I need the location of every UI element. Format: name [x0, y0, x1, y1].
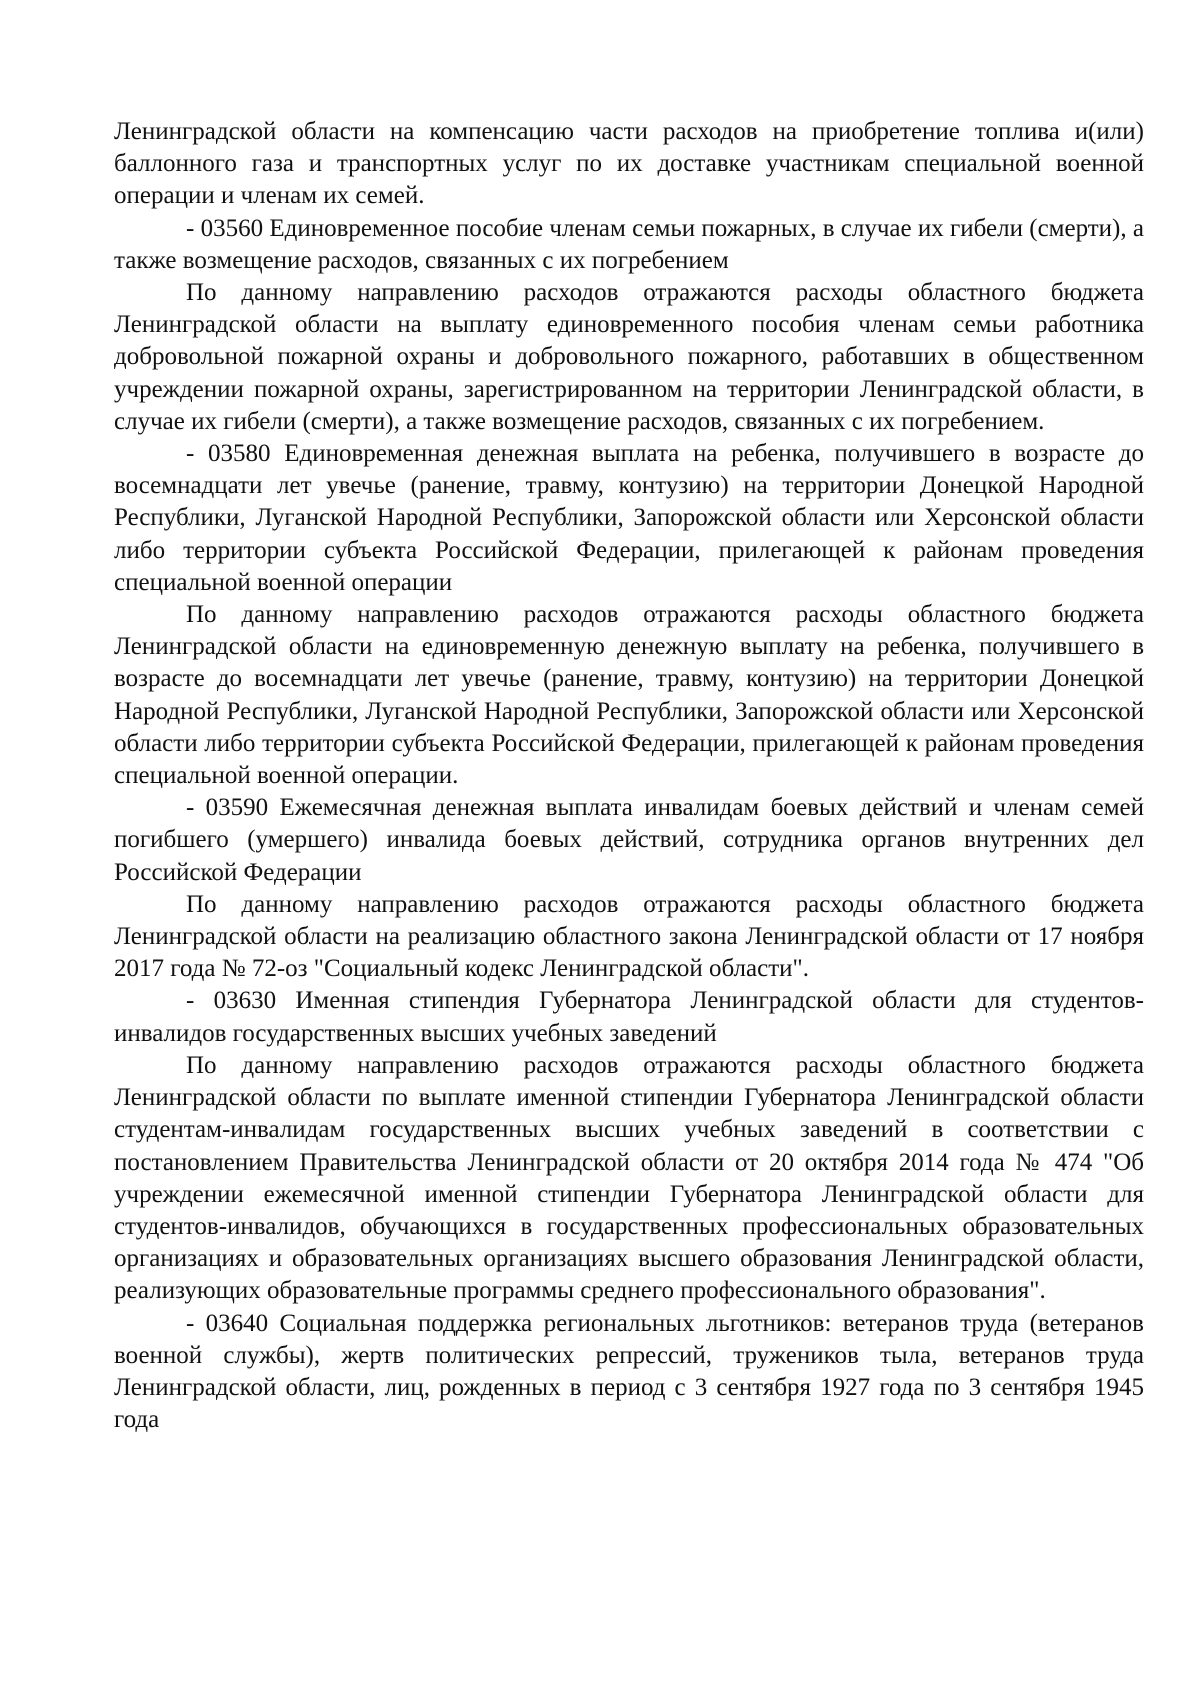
heading-03590: - 03590 Ежемесячная денежная выплата инвалидам боевых действий и членам семей погибшего (умершего) инвалида боевых действий, сотрудника органов внутренних дел Российской Федерации [114, 794, 1144, 886]
heading-03580: - 03580 Единовременная денежная выплата на ребенка, получившего в возрасте до восемнадцати лет увечье (ранение, травму, контузию) на территории Донецкой Народной Республики, Луганской Народной Республики, Запорожской области или Херсонской области либо территории субъекта Российской Федерации, прилегающей к районам проведения специальной военной операции [114, 440, 1144, 596]
paragraph-03590-description: По данному направлению расходов отражаются расходы областного бюджета Ленинградской области на реализацию областного закона Ленинградской области от 17 ноября 2017 года № 72-оз "Социальный кодекс Ленинградской области". [114, 890, 1144, 983]
paragraph-03580-description: По данному направлению расходов отражаются расходы областного бюджета Ленинградской области на единовременную денежную выплату на ребенка, получившего в возрасте до восемнадцати лет увечье (ранение, травму, контузию) на территории Донецкой Народной Республики, Луганской Народной Республики, Запорожской области или Херсонской области либо территории субъекта Российской Федерации, прилегающей к районам проведения специальной военной операции. [114, 601, 1144, 790]
paragraph-continuation: Ленинградской области на компенсацию части расходов на приобретение топлива и(или) баллонного газа и транспортных услуг по их доставке участникам специальной военной операции и членам их семей. [114, 118, 1144, 210]
heading-03560: - 03560 Единовременное пособие членам семьи пожарных, в случае их гибели (смерти), а также возмещение расходов, связанных с их погребением [114, 214, 1144, 274]
heading-03640: - 03640 Социальная поддержка региональных льготников: ветеранов труда (ветеранов военной службы), жертв политических репрессий, тружеников тыла, ветеранов труда Ленинградской области, лиц, рожденных в период с 3 сентября 1927 года по 3 сентября 1945 года [114, 1309, 1144, 1434]
paragraph-03560-description: По данному направлению расходов отражаются расходы областного бюджета Ленинградской области на выплату единовременного пособия членам семьи работника добровольной пожарной охраны и добровольного пожарного, работавших в общественном учреждении пожарной охраны, зарегистрированном на территории Ленинградской области, в случае их гибели (смерти), а также возмещение расходов, связанных с их погребением. [114, 279, 1144, 435]
paragraph-03630-description: По данному направлению расходов отражаются расходы областного бюджета Ленинградской области по выплате именной стипендии Губернатора Ленинградской области студентам-инвалидам государственных высших учебных заведений в соответствии с постановлением Правительства Ленинградской области от 20 октября 2014 года № 474 "Об учреждении ежемесячной именной стипендии Губернатора Ленинградской области для студентов-инвалидов, обучающихся в государственных профессиональных образовательных организациях и образовательных организациях высшего образования Ленинградской области, реализующих образовательные программы среднего профессионального образования". [114, 1051, 1144, 1305]
heading-03630: - 03630 Именная стипендия Губернатора Ленинградской области для студентов-инвалидов государственных высших учебных заведений [114, 987, 1144, 1047]
document-page [114, 116, 1144, 1436]
